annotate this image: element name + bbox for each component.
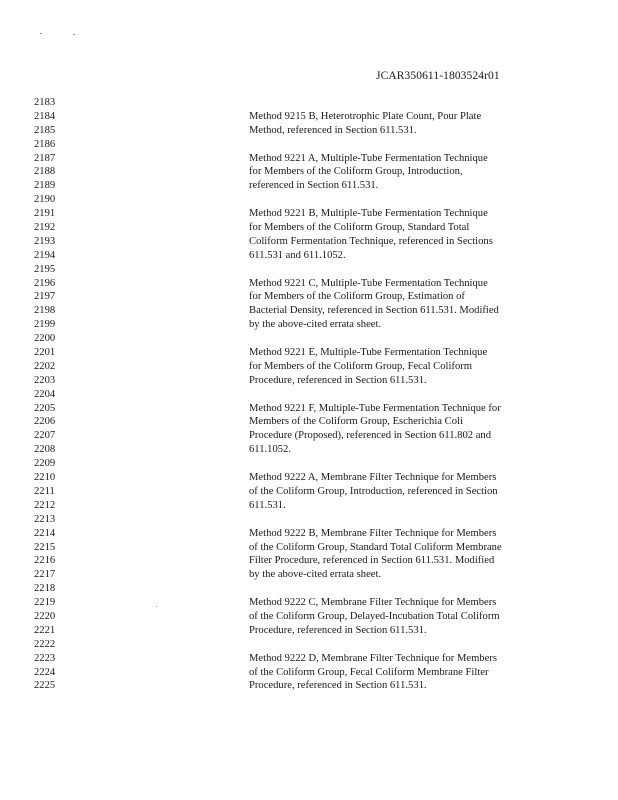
text-line xyxy=(0,304,618,318)
text-line xyxy=(0,624,618,638)
line-number: 2198 xyxy=(34,305,56,317)
line-text: 611.1052. xyxy=(249,444,291,456)
line-number: 2190 xyxy=(34,194,56,206)
text-line xyxy=(0,152,618,166)
line-text: of the Coliform Group, Delayed-Incubation Total Coliform xyxy=(249,610,500,622)
text-line xyxy=(0,679,618,693)
line-number: 2219 xyxy=(34,597,56,609)
line-text: Method 9222 B, Membrane Filter Technique for Members xyxy=(249,527,497,539)
line-number: 2199 xyxy=(34,319,56,331)
line-text: for Members of the Coliform Group, Estimation of xyxy=(249,291,465,303)
line-number: 2202 xyxy=(34,360,56,372)
line-number: 2210 xyxy=(34,472,56,484)
line-text: Method 9221 E, Multiple-Tube Fermentation Technique xyxy=(249,347,488,359)
text-line xyxy=(0,541,618,555)
scan-speck xyxy=(73,34,75,35)
line-number: 2206 xyxy=(34,416,56,428)
line-number: 2194 xyxy=(34,249,56,261)
line-number: 2183 xyxy=(34,97,56,108)
line-number: 2214 xyxy=(34,527,56,539)
line-number: 2224 xyxy=(34,666,56,678)
text-line xyxy=(0,499,618,513)
text-line xyxy=(0,179,618,193)
line-number: 2211 xyxy=(34,485,55,497)
text-line xyxy=(0,443,618,457)
line-text: Procedure, referenced in Section 611.531. xyxy=(249,374,427,386)
text-line xyxy=(0,221,618,235)
text-line xyxy=(0,332,618,346)
line-number: 2197 xyxy=(34,291,56,303)
line-number: 2220 xyxy=(34,610,56,622)
line-number: 2189 xyxy=(34,180,56,192)
line-text: Method 9222 C, Membrane Filter Technique for Members xyxy=(249,597,497,609)
line-number: 2184 xyxy=(34,110,56,122)
text-line xyxy=(0,652,618,666)
line-number: 2196 xyxy=(34,277,56,289)
line-text: for Members of the Coliform Group, Introduction, xyxy=(249,166,463,178)
line-text: Filter Procedure, referenced in Section 611.531. Modified xyxy=(249,555,495,567)
line-text: by the above-cited errata sheet. xyxy=(249,569,382,581)
text-line xyxy=(0,610,618,624)
line-number: 2222 xyxy=(34,638,56,650)
line-number: 2185 xyxy=(34,124,56,136)
line-number: 2208 xyxy=(34,444,56,456)
line-number: 2216 xyxy=(34,555,56,567)
text-line xyxy=(0,263,618,277)
line-number: 2195 xyxy=(34,263,56,275)
line-text: by the above-cited errata sheet. xyxy=(249,319,382,331)
document-id-header: JCAR350611-1803524r01 xyxy=(376,70,500,82)
line-text: Method 9221 C, Multiple-Tube Fermentation Technique xyxy=(249,277,488,289)
text-line xyxy=(0,402,618,416)
line-number: 2225 xyxy=(34,680,56,692)
line-number: 2209 xyxy=(34,458,56,470)
text-line xyxy=(0,290,618,304)
line-number: 2191 xyxy=(34,208,56,220)
text-line xyxy=(0,554,618,568)
text-line xyxy=(0,527,618,541)
text-line xyxy=(0,235,618,249)
line-text: 611.531 and 611.1052. xyxy=(249,249,346,261)
line-number: 2212 xyxy=(34,499,56,511)
line-number: 2186 xyxy=(34,138,56,150)
text-line xyxy=(0,415,618,429)
text-line xyxy=(0,138,618,152)
line-number: 2204 xyxy=(34,388,56,400)
line-number: 2218 xyxy=(34,583,56,595)
text-line xyxy=(0,485,618,499)
line-text: of the Coliform Group, Introduction, referenced in Section xyxy=(249,485,498,497)
line-number: 2205 xyxy=(34,402,56,414)
line-text: Bacterial Density, referenced in Section 611.531. Modified xyxy=(249,305,499,317)
line-text: Procedure, referenced in Section 611.531. xyxy=(249,680,427,692)
line-number: 2217 xyxy=(34,569,56,581)
text-line xyxy=(0,638,618,652)
line-number: 2187 xyxy=(34,152,56,164)
scan-speck xyxy=(40,33,42,34)
line-number: 2201 xyxy=(34,347,56,359)
line-text: of the Coliform Group, Fecal Coliform Membrane Filter xyxy=(249,666,489,678)
line-text: referenced in Section 611.531. xyxy=(249,180,379,192)
line-text: Procedure (Proposed), referenced in Section 611.802 and xyxy=(249,430,492,442)
text-line xyxy=(0,249,618,263)
line-text: 611.531. xyxy=(249,499,286,511)
line-number: 2223 xyxy=(34,652,56,664)
text-line xyxy=(0,513,618,527)
text-line xyxy=(0,110,618,124)
text-line xyxy=(0,346,618,360)
line-number: 2221 xyxy=(34,624,56,636)
line-number: 2193 xyxy=(34,235,56,247)
text-line xyxy=(0,429,618,443)
text-line xyxy=(0,124,618,138)
line-text: Coliform Fermentation Technique, referenced in Sections xyxy=(249,235,493,247)
text-line xyxy=(0,360,618,374)
line-number: 2203 xyxy=(34,374,56,386)
line-text: for Members of the Coliform Group, Fecal Coliform xyxy=(249,360,473,372)
text-line xyxy=(0,471,618,485)
numbered-text-body xyxy=(0,96,618,693)
text-line xyxy=(0,193,618,207)
text-line xyxy=(0,318,618,332)
line-number: 2215 xyxy=(34,541,56,553)
line-text: of the Coliform Group, Standard Total Coliform Membrane xyxy=(249,541,502,553)
text-line xyxy=(0,596,618,610)
text-line xyxy=(0,207,618,221)
text-line xyxy=(0,277,618,291)
line-text: Method, referenced in Section 611.531. xyxy=(249,124,417,136)
line-text: Members of the Coliform Group, Escherichia Coli xyxy=(249,416,463,428)
line-text: Method 9221 B, Multiple-Tube Fermentation Technique xyxy=(249,208,488,220)
line-text: Method 9221 F, Multiple-Tube Fermentation Technique for xyxy=(249,402,501,414)
text-line xyxy=(0,388,618,402)
text-line xyxy=(0,582,618,596)
line-number: 2200 xyxy=(34,333,56,345)
text-line xyxy=(0,568,618,582)
line-number: 2188 xyxy=(34,166,56,178)
text-line xyxy=(0,96,618,110)
line-number: 2213 xyxy=(34,513,56,525)
text-line xyxy=(0,457,618,471)
line-text: Method 9222 A, Membrane Filter Technique for Members xyxy=(249,472,497,484)
text-line xyxy=(0,666,618,680)
line-text: Method 9221 A, Multiple-Tube Fermentation Technique xyxy=(249,152,488,164)
line-text: Procedure, referenced in Section 611.531. xyxy=(249,624,427,636)
line-text: Method 9215 B, Heterotrophic Plate Count, Pour Plate xyxy=(249,110,482,122)
line-number: 2207 xyxy=(34,430,56,442)
line-text: for Members of the Coliform Group, Standard Total xyxy=(249,222,470,234)
text-line xyxy=(0,374,618,388)
text-line xyxy=(0,165,618,179)
line-text: Method 9222 D, Membrane Filter Technique for Members xyxy=(249,652,497,664)
line-number: 2192 xyxy=(34,222,56,234)
